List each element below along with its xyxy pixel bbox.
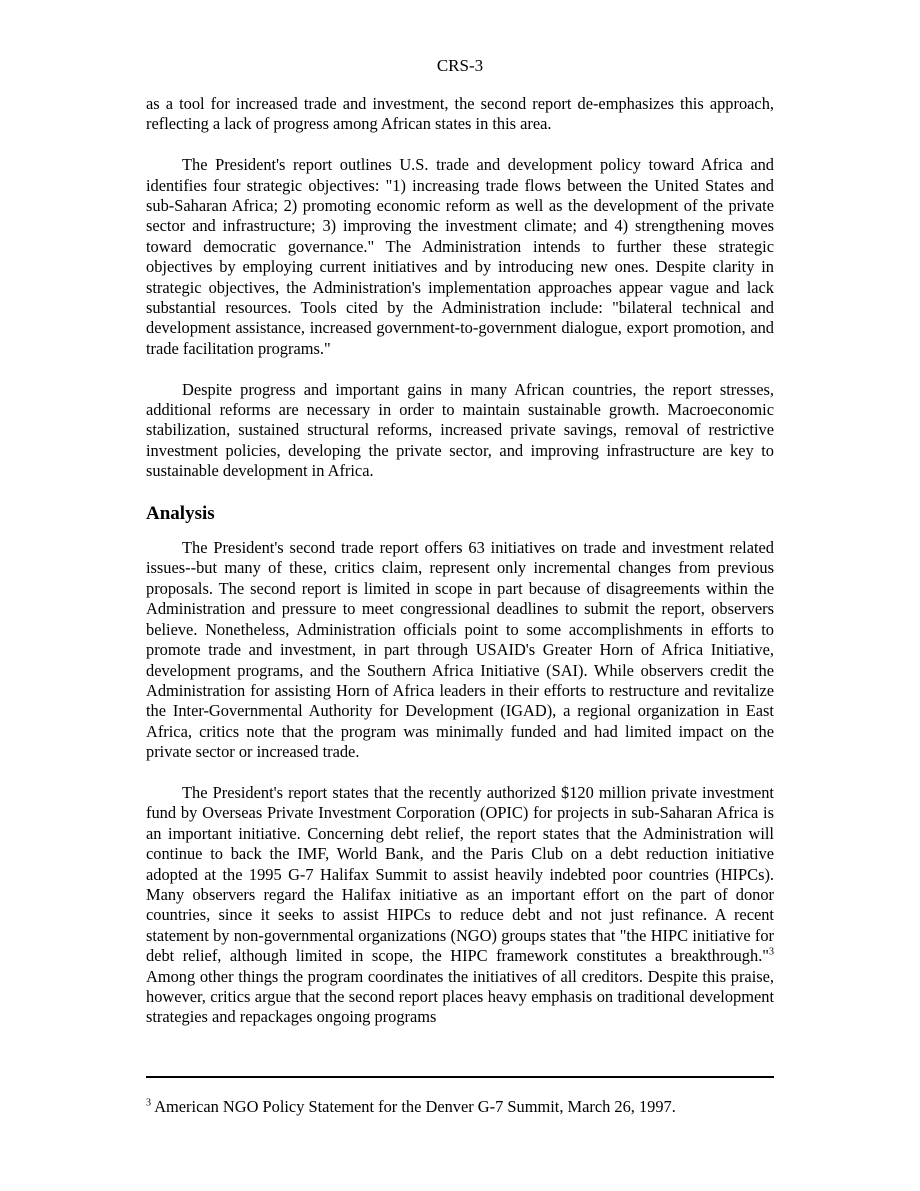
page-header: CRS-3 <box>436 56 484 75</box>
paragraph-opic-debt-relief <box>146 783 774 1028</box>
paragraph-analysis: The President's second trade report offers 63 initiatives on trade and investment related issues--but many of these, critics claim, represent only incremental changes from previous proposals. The second report is limited in scope in part because of disagreements within the Administration and pressure to meet congressional deadlines to submit the report, observers believe. Nonetheless, Administration officials point to some accomplishments in efforts to promote trade and investment, in part through USAID's Greater Horn of Africa Initiative, development programs, and the Southern Africa Initiative (SAI). While observers credit the Administration for assisting Horn of Africa leaders in their efforts to restructure and revitalize the Inter-Governmental Authority for Development (IGAD), a regional organization in East Africa, critics note that the program was minimally funded and had limited impact on the private sector or increased trade. <box>146 538 774 762</box>
paragraph-strategic-objectives: The President's report outlines U.S. trade and development policy toward Africa and identifies four strategic objectives: "1) increasing trade flows between the United States and sub-Saharan Africa; 2) promoting economic reform as well as the development of the private sector and infrastructure; 3) improving the investment climate; and 4) strengthening moves toward democratic governance." The Administration intends to further these strategic objectives by employing current initiatives and by introducing new ones. Despite clarity in strategic objectives, the Administration's implementation approaches appear vague and lack substantial resources. Tools cited by the Administration include: "bilateral technical and development assistance, increased government-to-government dialogue, export promotion, and trade facilitation programs." <box>146 155 774 358</box>
footnote-reference: 3 <box>769 946 774 958</box>
footnote-marker: 3 <box>146 1097 151 1109</box>
section-heading-analysis: Analysis <box>146 503 215 525</box>
paragraph-continuation: as a tool for increased trade and investment, the second report de-emphasizes this approach, reflecting a lack of progress among African states in this area. <box>146 94 774 134</box>
footnote-text: American NGO Policy Statement for the Denver G-7 Summit, March 26, 1997. <box>151 1097 676 1116</box>
paragraph-text-continued: Among other things the program coordinates the initiatives of all creditors. Despite this praise, however, critics argue that the second report places heavy emphasis on traditional development strategies and repackages ongoing programs <box>146 966 774 1027</box>
footnote-divider <box>146 1076 774 1078</box>
footnote <box>146 1097 774 1117</box>
body-text <box>146 94 774 1048</box>
paragraph-reforms: Despite progress and important gains in many African countries, the report stresses, additional reforms are necessary in order to maintain sustainable growth. Macroeconomic stabilization, sustained structural reforms, increased private savings, removal of restrictive investment policies, developing the private sector, and improving infrastructure are key to sustainable development in Africa. <box>146 379 774 481</box>
paragraph-text: The President's report states that the recently authorized $120 million private investment fund by Overseas Private Investment Corporation (OPIC) for projects in sub-Saharan Africa is an important initiative. Concerning debt relief, the report states that the Administration will continue to back the IMF, World Bank, and the Paris Club on a debt reduction initiative adopted at the 1995 G-7 Halifax Summit to assist heavily indebted poor countries (HIPCs). Many observers regard the Halifax initiative as an important effort on the part of donor countries, since it seeks to assist HIPCs to reduce debt and not just refinance. A recent statement by non-governmental organizations (NGO) groups states that "the HIPC initiative for debt relief, although limited in scope, the HIPC framework constitutes a breakthrough." <box>146 782 774 966</box>
